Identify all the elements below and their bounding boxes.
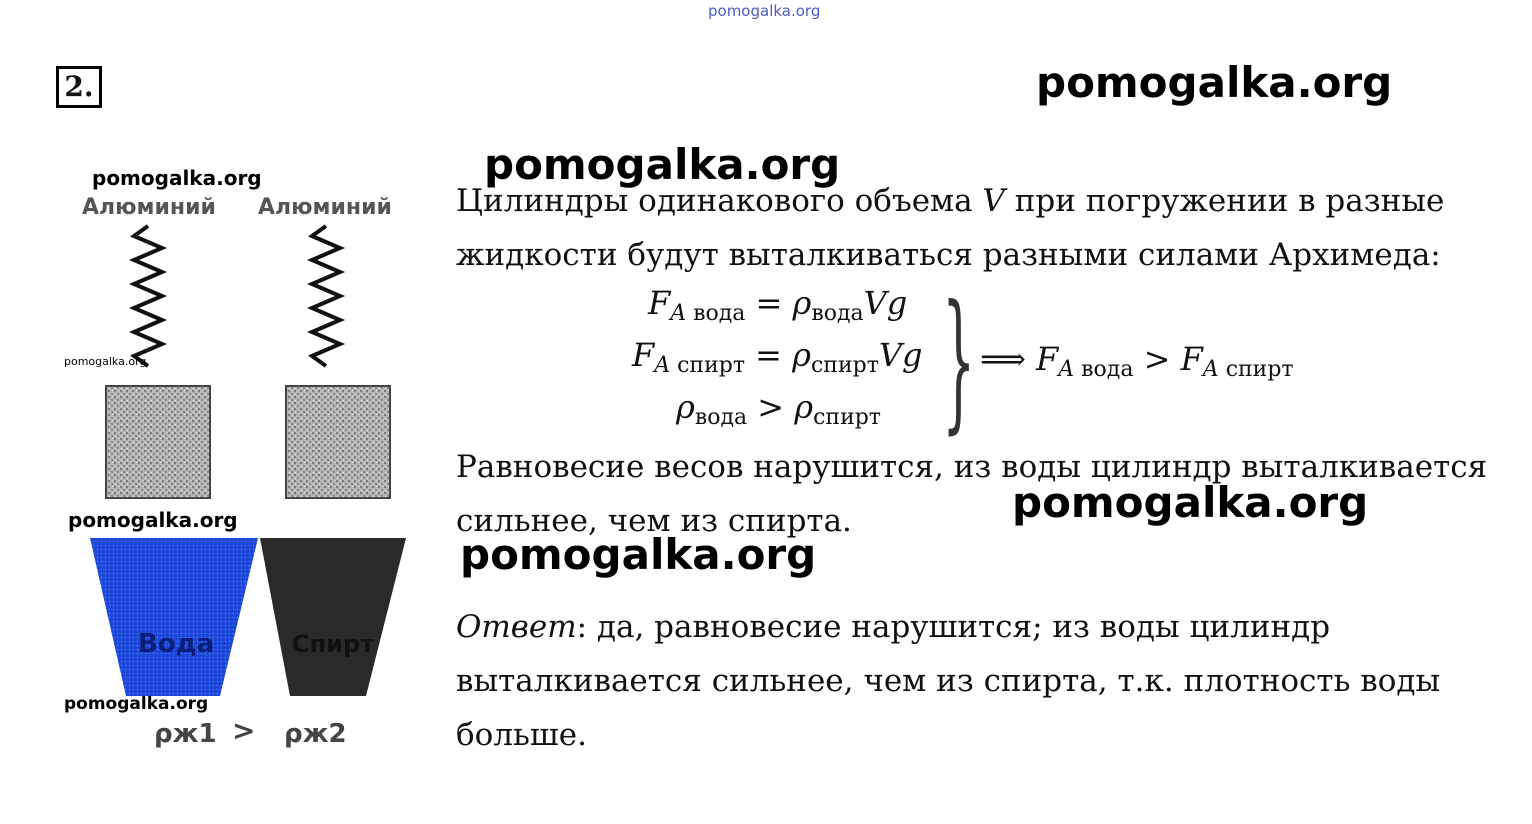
beaker-alcohol: [260, 538, 406, 696]
watermark: pomogalka.org: [484, 140, 841, 189]
watermark: pomogalka.org: [64, 694, 209, 714]
watermark: pomogalka.org: [64, 355, 147, 368]
explanation-paragraph: Цилиндры одинакового объема V при погружении в разные жидкости будут выталкиваться разными силами Архимеда:: [456, 183, 1445, 273]
formula-density-compare: $\rho_{вода} > \rho_{спирт}$: [676, 388, 881, 430]
liquid-alcohol-label: Спирт: [292, 630, 375, 658]
beaker-water: [90, 538, 258, 696]
answer-text: : да, равновесие нарушится; из воды цилиндр выталкивается сильнее, чем из спирта, т.к. плотность воды больше.: [456, 609, 1441, 753]
liquid-water-label: Вода: [138, 629, 215, 659]
density-compare: >: [232, 714, 256, 747]
experiment-illustration: [60, 180, 420, 760]
watermark: pomogalka.org: [1012, 478, 1369, 527]
answer-label: Ответ: [456, 609, 577, 645]
label-aluminium-right: Алюминий: [258, 195, 392, 220]
formula-brace: }: [942, 274, 976, 448]
watermark: pomogalka.org: [68, 508, 238, 532]
cylinder-right: [286, 386, 390, 498]
problem-number: 2.: [56, 66, 102, 108]
density-water: ρж1: [154, 719, 217, 749]
volume-symbol: V: [982, 183, 1005, 219]
formula-water-force: $F_{A вода} = \rho_{вода}Vg$: [648, 284, 908, 326]
archimedes-formula: [600, 274, 1360, 450]
spring-left: [134, 226, 162, 366]
formula-result: ⟹ $F_{A вода} > F_{A спирт}$: [980, 340, 1294, 382]
spring-right: [312, 226, 340, 366]
density-alcohol: ρж2: [284, 719, 347, 749]
watermark-top: pomogalka.org: [708, 2, 821, 20]
label-aluminium-left: Алюминий: [82, 195, 216, 220]
answer-paragraph: [456, 600, 1456, 762]
formula-alcohol-force: $F_{A спирт} = \rho_{спирт}Vg$: [632, 336, 923, 378]
conclusion-paragraph: Равновесие весов нарушится, из воды цилиндр выталкивается сильнее, чем из спирта.: [456, 449, 1488, 539]
cylinder-left: [106, 386, 210, 498]
watermark: pomogalka.org: [460, 530, 817, 579]
watermark: pomogalka.org: [1036, 58, 1393, 107]
watermark: pomogalka.org: [92, 166, 262, 190]
